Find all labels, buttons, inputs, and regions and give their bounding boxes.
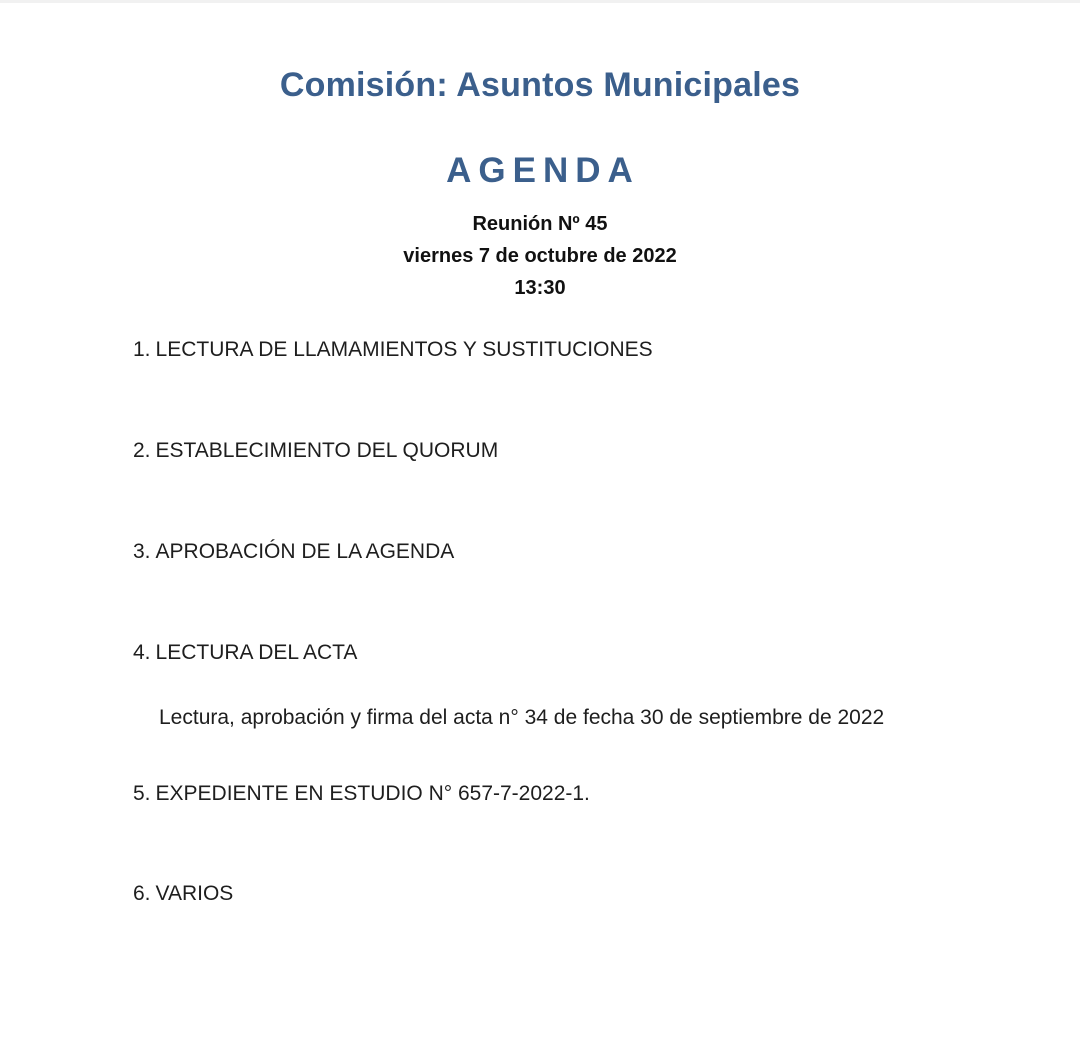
agenda-item <box>133 439 1033 463</box>
agenda-item-number: 1. <box>133 338 151 361</box>
meeting-time: 13:30 <box>514 277 566 299</box>
meeting-number: Reunión Nº 45 <box>472 213 608 235</box>
agenda-item-number: 5. <box>133 782 151 805</box>
agenda-item-label: EXPEDIENTE EN ESTUDIO N° 657-7-2022-1. <box>155 782 590 805</box>
agenda-item-label: ESTABLECIMIENTO DEL QUORUM <box>155 439 499 462</box>
agenda-item <box>133 540 1033 564</box>
meeting-info <box>0 208 1080 304</box>
meeting-date: viernes 7 de octubre de 2022 <box>403 245 677 267</box>
agenda-item <box>133 338 1033 362</box>
agenda-item-detail: Lectura, aprobación y firma del acta n° 34 de fecha 30 de septiembre de 2022 <box>159 706 885 729</box>
commission-title: Comisión: Asuntos Municipales <box>279 66 801 104</box>
agenda-item-label: APROBACIÓN DE LA AGENDA <box>155 540 455 563</box>
agenda-heading: AGENDA <box>446 151 640 190</box>
agenda-item-label: LECTURA DE LLAMAMIENTOS Y SUSTITUCIONES <box>155 338 653 361</box>
agenda-item-number: 2. <box>133 439 151 462</box>
agenda-item-number: 3. <box>133 540 151 563</box>
agenda-item <box>133 641 1033 665</box>
agenda-item <box>133 882 1033 906</box>
page-top-edge <box>0 0 1080 3</box>
agenda-item-label: VARIOS <box>155 882 234 905</box>
agenda-item-number: 4. <box>133 641 151 664</box>
agenda-item <box>133 782 1033 806</box>
agenda-item-label: LECTURA DEL ACTA <box>155 641 358 664</box>
agenda-item-number: 6. <box>133 882 151 905</box>
